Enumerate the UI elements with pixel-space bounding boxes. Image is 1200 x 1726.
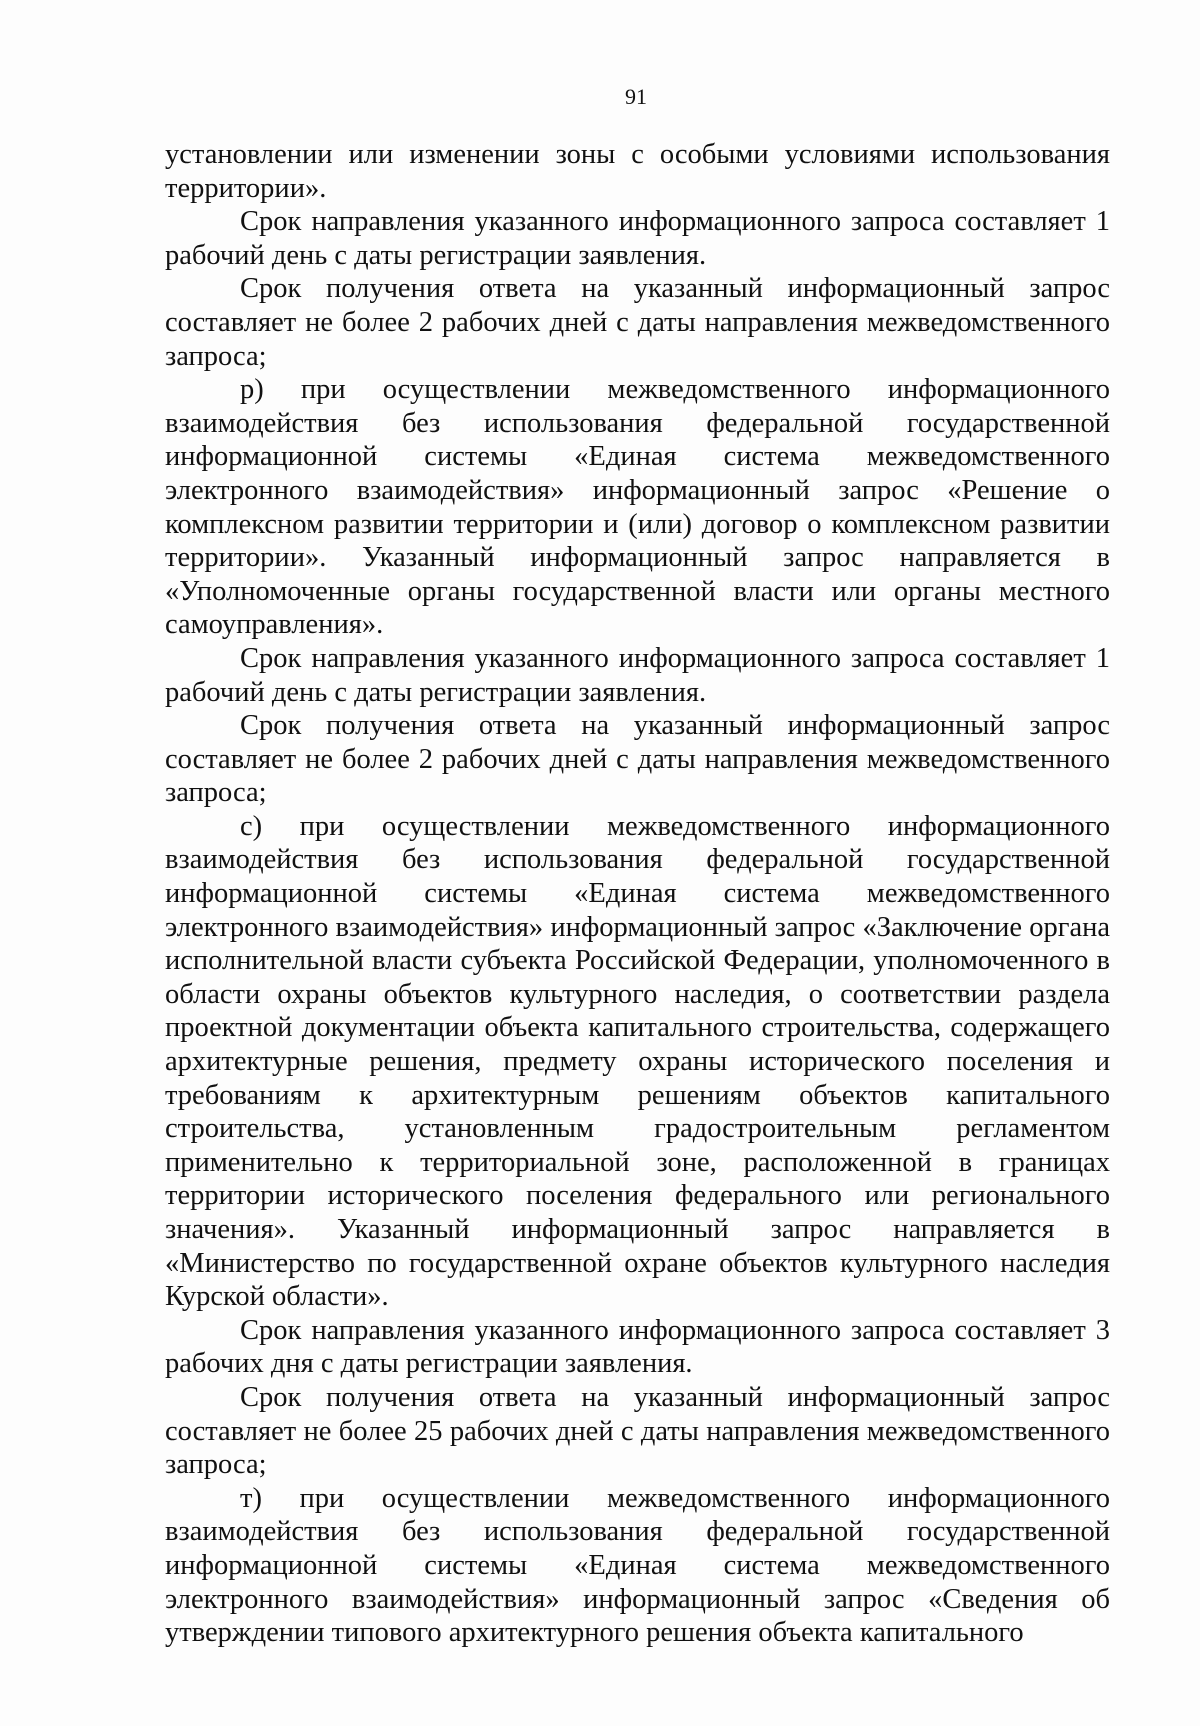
paragraph-item-r: р) при осуществлении межведомственного информационного взаимодействия без использования федеральной государственной информационной системы «Единая система межведомственного электронного взаимодействия» информационный запрос «Решение о комплексном развитии территории и (или) договор о комплексном развитии территории». Указанный информационный запрос направляется в «Уполномоченные органы государственной власти или органы местного самоуправления». — [165, 374, 1110, 641]
page-number: 91 — [625, 84, 647, 109]
paragraph: Срок получения ответа на указанный информационный запрос составляет не более 2 рабочих дней с даты направления межведомственного запроса; — [165, 273, 1110, 372]
paragraph-item-s: с) при осуществлении межведомственного информационного взаимодействия без использования федеральной государственной информационной системы «Единая система межведомственного электронного взаимодействия» информационный запрос «Заключение органа исполнительной власти субъекта Российской Федерации, уполномоченного в области охраны объектов культурного наследия, о соответствии раздела проектной документации объекта капитального строительства, содержащего архитектурные решения, предмету охраны исторического поселения и требованиям к архитектурным решениям объектов капитального строительства, установленным градостроительным регламентом применительно к территориальной зоне, расположенной в границах территории исторического поселения федерального или регионального значения». Указанный информационный запрос направляется в «Министерство по государственной охране объектов культурного наследия Курской области». — [165, 810, 1110, 1313]
paragraph-item-t: т) при осуществлении межведомственного информационного взаимодействия без использования федеральной государственной информационной системы «Единая система межведомственного электронного взаимодействия» информационный запрос «Сведения об утверждении типового архитектурного решения объекта капитального — [165, 1482, 1110, 1649]
paragraph: Срок направления указанного информационного запроса составляет 1 рабочий день с даты регистрации заявления. — [165, 642, 1110, 708]
paragraph-continuation: установлении или изменении зоны с особыми условиями использования территории». — [165, 139, 1110, 204]
paragraph: Срок получения ответа на указанный информационный запрос составляет не более 25 рабочих дней с даты направления межведомственного запроса; — [165, 1381, 1110, 1481]
body-text — [165, 138, 1110, 1650]
paragraph: Срок направления указанного информационного запроса составляет 1 рабочий день с даты регистрации заявления. — [165, 206, 1110, 271]
paragraph: Срок направления указанного информационного запроса составляет 3 рабочих дня с даты регистрации заявления. — [165, 1314, 1110, 1380]
paragraph: Срок получения ответа на указанный информационный запрос составляет не более 2 рабочих дней с даты направления межведомственного запроса; — [165, 710, 1110, 809]
